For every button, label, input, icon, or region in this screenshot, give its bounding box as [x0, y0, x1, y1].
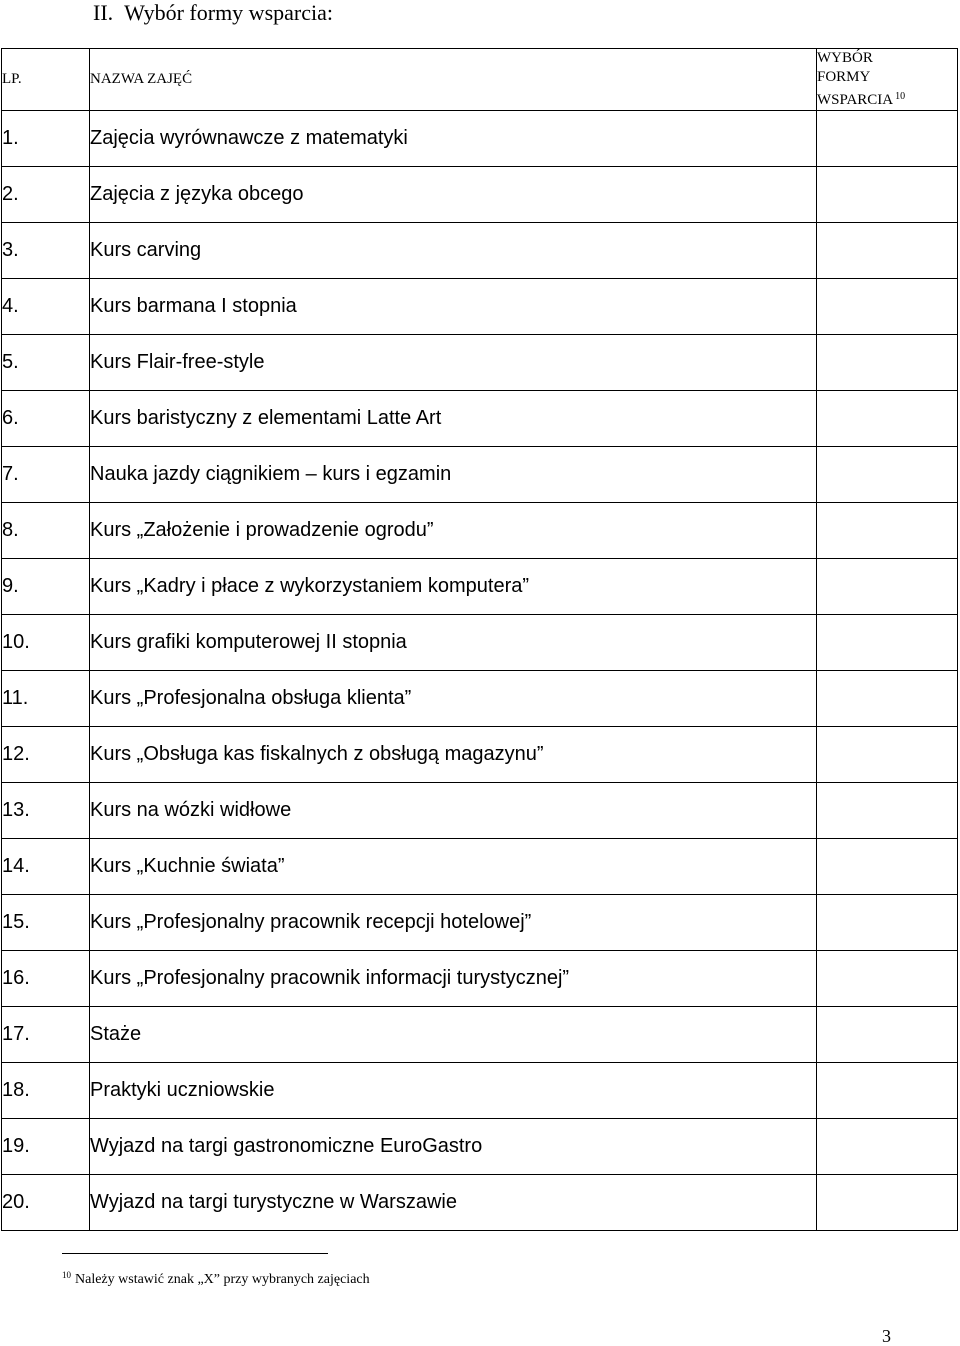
- choice-cell[interactable]: [817, 391, 958, 447]
- choice-cell[interactable]: [817, 111, 958, 167]
- course-name: Kurs carving: [90, 223, 817, 279]
- course-name: Zajęcia z języka obcego: [90, 167, 817, 223]
- course-name: Kurs „Założenie i prowadzenie ogrodu”: [90, 503, 817, 559]
- table-row: [2, 839, 958, 895]
- choice-cell[interactable]: [817, 895, 958, 951]
- table-row: [2, 279, 958, 335]
- row-number: 3.: [2, 223, 90, 279]
- section-title: II. Wybór formy wsparcia:: [93, 0, 333, 25]
- choice-cell[interactable]: [817, 671, 958, 727]
- row-number: 16.: [2, 951, 90, 1007]
- header-choice-line1: WYBÓR: [817, 50, 873, 66]
- header-choice-line3: WSPARCIA: [817, 92, 894, 108]
- table-row: [2, 727, 958, 783]
- course-name: Kurs „Profesjonalny pracownik recepcji hotelowej”: [90, 895, 817, 951]
- course-name: Kurs „Profesjonalna obsługa klienta”: [90, 671, 817, 727]
- choice-cell[interactable]: [817, 559, 958, 615]
- footnote-text: Należy wstawić znak „X” przy wybranych zajęciach: [75, 1272, 370, 1287]
- course-name: Kurs baristyczny z elementami Latte Art: [90, 391, 817, 447]
- course-name: Kurs „Obsługa kas fiskalnych z obsługą magazynu”: [90, 727, 817, 783]
- row-number: 14.: [2, 839, 90, 895]
- course-name: Kurs na wózki widłowe: [90, 783, 817, 839]
- row-number: 6.: [2, 391, 90, 447]
- choice-cell[interactable]: [817, 335, 958, 391]
- row-number: 13.: [2, 783, 90, 839]
- table-row: [2, 167, 958, 223]
- choice-cell[interactable]: [817, 951, 958, 1007]
- header-footnote-ref: 10: [895, 91, 906, 102]
- course-name: Kurs barmana I stopnia: [90, 279, 817, 335]
- row-number: 17.: [2, 1007, 90, 1063]
- table-header-row: [2, 49, 958, 111]
- course-name: Praktyki uczniowskie: [90, 1063, 817, 1119]
- row-number: 2.: [2, 167, 90, 223]
- table-row: [2, 503, 958, 559]
- table-row: [2, 223, 958, 279]
- support-form-table: [1, 48, 958, 1231]
- table-row: [2, 951, 958, 1007]
- row-number: 11.: [2, 671, 90, 727]
- choice-cell[interactable]: [817, 167, 958, 223]
- table-row: [2, 559, 958, 615]
- row-number: 10.: [2, 615, 90, 671]
- choice-cell[interactable]: [817, 783, 958, 839]
- header-choice: [817, 49, 958, 111]
- course-name: Kurs Flair-free-style: [90, 335, 817, 391]
- course-name: Kurs „Kuchnie świata”: [90, 839, 817, 895]
- course-name: Wyjazd na targi gastronomiczne EuroGastro: [90, 1119, 817, 1175]
- table-row: [2, 615, 958, 671]
- course-name: Kurs „Kadry i płace z wykorzystaniem komputera”: [90, 559, 817, 615]
- table-row: [2, 895, 958, 951]
- course-name: Wyjazd na targi turystyczne w Warszawie: [90, 1175, 817, 1231]
- row-number: 20.: [2, 1175, 90, 1231]
- row-number: 9.: [2, 559, 90, 615]
- row-number: 18.: [2, 1063, 90, 1119]
- table-row: [2, 335, 958, 391]
- table-row: [2, 1007, 958, 1063]
- row-number: 1.: [2, 111, 90, 167]
- choice-cell[interactable]: [817, 1007, 958, 1063]
- table-row: [2, 1119, 958, 1175]
- course-name: Kurs „Profesjonalny pracownik informacji turystycznej”: [90, 951, 817, 1007]
- course-name: Nauka jazdy ciągnikiem – kurs i egzamin: [90, 447, 817, 503]
- choice-cell[interactable]: [817, 1175, 958, 1231]
- header-course-name: NAZWA ZAJĘĆ: [90, 49, 817, 111]
- course-name: Staże: [90, 1007, 817, 1063]
- table-row: [2, 783, 958, 839]
- course-name: Zajęcia wyrównawcze z matematyki: [90, 111, 817, 167]
- choice-cell[interactable]: [817, 727, 958, 783]
- row-number: 15.: [2, 895, 90, 951]
- row-number: 8.: [2, 503, 90, 559]
- choice-cell[interactable]: [817, 839, 958, 895]
- table-row: [2, 1175, 958, 1231]
- table-row: [2, 391, 958, 447]
- header-lp: LP.: [2, 49, 90, 111]
- row-number: 5.: [2, 335, 90, 391]
- row-number: 19.: [2, 1119, 90, 1175]
- choice-cell[interactable]: [817, 223, 958, 279]
- table-row: [2, 671, 958, 727]
- table-row: [2, 447, 958, 503]
- course-name: Kurs grafiki komputerowej II stopnia: [90, 615, 817, 671]
- footnote-divider: [62, 1253, 328, 1254]
- table-row: [2, 111, 958, 167]
- choice-cell[interactable]: [817, 279, 958, 335]
- choice-cell[interactable]: [817, 447, 958, 503]
- page-number: 3: [882, 1326, 891, 1346]
- choice-cell[interactable]: [817, 503, 958, 559]
- row-number: 12.: [2, 727, 90, 783]
- row-number: 4.: [2, 279, 90, 335]
- table-row: [2, 1063, 958, 1119]
- choice-cell[interactable]: [817, 1063, 958, 1119]
- footnote-ref: 10: [62, 1270, 71, 1280]
- row-number: 7.: [2, 447, 90, 503]
- choice-cell[interactable]: [817, 1119, 958, 1175]
- header-choice-line2: FORMY: [817, 69, 871, 85]
- choice-cell[interactable]: [817, 615, 958, 671]
- footnote: [62, 1266, 370, 1289]
